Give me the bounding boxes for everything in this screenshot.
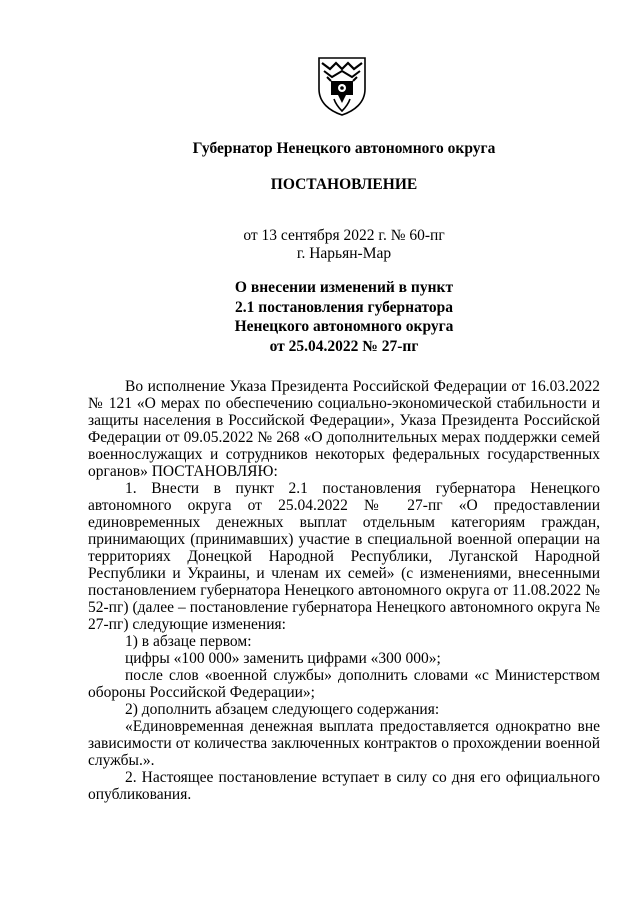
- subject-line: О внесении изменений в пункт: [234, 279, 454, 296]
- document-body: [88, 378, 600, 803]
- document-subject: [88, 278, 600, 356]
- subject-line: Ненецкого автономного округа: [234, 318, 454, 335]
- paragraph-amendment-words: после слов «военной службы» дополнить словами «с Министерством обороны Российской Федерации»;: [88, 667, 600, 701]
- paragraph-item-1: 1. Внести в пункт 2.1 постановления губернатора Ненецкого автономного округа от 25.04.2022 № 27-пг «О предоставлении единовременных денежных выплат отдельным категориям граждан, принимающих (принимавших) участие в специальной военной операции на территориях Донецкой Народной Республики, Луганской Народной Республики и Украины, и членам их семей» (с изменениями, внесенными постановлением губернатора Ненецкого автономного округа от 11.08.2022 № 52-пг) (далее – постановление губернатора Ненецкого автономного округа № 27-пг) следующие изменения:: [88, 480, 600, 633]
- paragraph-subitem-2: 2) дополнить абзацем следующего содержания:: [125, 701, 440, 718]
- subject-line: от 25.04.2022 № 27-пг: [269, 337, 419, 355]
- issuing-authority: Губернатор Ненецкого автономного округа: [192, 140, 496, 157]
- paragraph-new-clause: «Единовременная денежная выплата предоставляется однократно вне зависимости от количества заключенных контрактов о прохождении военной службы.».: [88, 718, 600, 769]
- paragraph-subitem-1: 1) в абзаце первом:: [125, 633, 252, 650]
- subject-line: 2.1 постановления губернатора: [235, 298, 453, 316]
- document-type-heading: ПОСТАНОВЛЕНИЕ: [270, 176, 418, 193]
- document-city: г. Нарьян-Мар: [296, 245, 392, 262]
- paragraph-amendment-digits: цифры «100 000» заменить цифрами «300 000»;: [125, 650, 441, 667]
- document-date-number: от 13 сентября 2022 г. № 60-пг: [243, 227, 445, 244]
- coat-of-arms-emblem: [316, 55, 368, 117]
- paragraph-preamble: Во исполнение Указа Президента Российской Федерации от 16.03.2022 № 121 «О мерах по обеспечению социально-экономической стабильности и защиты населения в Российской Федерации», Указа Президента Российской Федерации от 09.05.2022 № 268 «О дополнительных мерах поддержки семей военнослужащих и сотрудников некоторых федеральных государственных органов» ПОСТАНОВЛЯЮ:: [88, 378, 600, 480]
- paragraph-item-2: 2. Настоящее постановление вступает в силу со дня его официального опубликования.: [88, 769, 600, 803]
